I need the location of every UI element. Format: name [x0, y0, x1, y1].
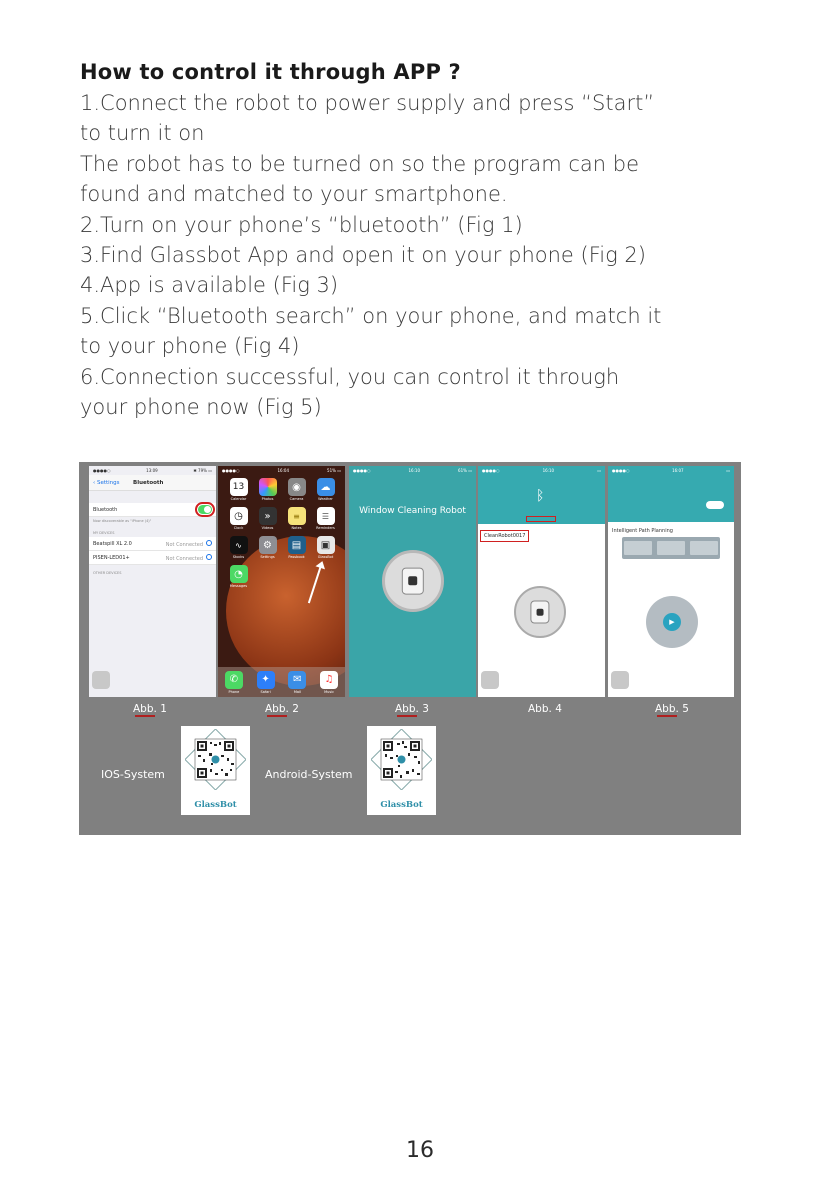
caption-underline [267, 715, 287, 717]
bluetooth-icon: ᛒ [536, 488, 545, 504]
camera-icon: ◉ [288, 478, 306, 496]
dock-music: ♫ Music [320, 671, 338, 694]
ios-qr-code [181, 726, 250, 815]
android-label: Android-System [265, 768, 353, 781]
section-heading: How to control it through APP ? [80, 60, 461, 84]
play-icon: ▶ [663, 613, 681, 631]
app-clock: ◷ Clock [224, 507, 253, 530]
qr-brand: GlassBot [380, 800, 423, 810]
messages-icon: ◔ [230, 565, 248, 583]
app-videos: » Videos [253, 507, 282, 530]
info-icon [206, 540, 212, 546]
figure-caption: Abb. 2 [265, 703, 299, 715]
dock-mail: ✉ Mail [288, 671, 306, 694]
device-status: Not Connected [165, 541, 203, 548]
notes-icon: ≡ [288, 507, 306, 525]
device-status: Not Connected [165, 555, 203, 562]
caption-underline [135, 715, 155, 717]
ios-label: IOS-System [101, 768, 165, 781]
app-header [478, 466, 605, 524]
screen-title: Bluetooth [133, 479, 164, 486]
weather-icon: ☁ [317, 478, 335, 496]
videos-icon: » [259, 507, 277, 525]
app-dock [218, 667, 345, 697]
step-line: to your phone (Fig 4) [80, 334, 300, 359]
phone-screen-home [218, 466, 345, 697]
info-icon [206, 554, 212, 560]
bluetooth-row [89, 503, 216, 517]
android-qr-code [367, 726, 436, 815]
figure-caption: Abb. 5 [655, 703, 689, 715]
phone-screen-controller [608, 466, 734, 697]
calendar-icon: 13 [230, 478, 248, 496]
step-line: 6.Connection successful, you can control it through [80, 364, 620, 389]
mode-bar [608, 496, 734, 522]
qr-brand: GlassBot [194, 800, 237, 810]
found-device: CleanRobot0017 [480, 530, 529, 542]
app-stocks: ∿ Stocks [224, 536, 253, 559]
music-icon: ♫ [320, 671, 338, 689]
gear-icon: ⚙ [259, 536, 277, 554]
app-title: Window Cleaning Robot [359, 506, 466, 516]
reminders-icon: ☰ [317, 507, 335, 525]
instruction-steps [80, 88, 780, 422]
search-highlight [526, 516, 556, 522]
step-line: 3.Find Glassbot App and open it on your phone (Fig 2) [80, 243, 646, 268]
glassbot-icon: ▣ [317, 536, 335, 554]
assistive-touch-icon [92, 671, 110, 689]
app-photos: Photos [253, 478, 282, 501]
figure-caption: Abb. 1 [133, 703, 167, 715]
mode-toggle [706, 501, 724, 509]
app-weather: ☁ Weather [311, 478, 340, 501]
stocks-icon: ∿ [230, 536, 248, 554]
assistive-touch-icon [611, 671, 629, 689]
my-devices-header: MY DEVICES [93, 531, 115, 535]
section-label: Intelligent Path Planning [612, 528, 673, 534]
step-line: 1.Connect the robot to power supply and press “Start” [80, 91, 655, 115]
caption-underline [657, 715, 677, 717]
dock-phone: ✆ Phone [225, 671, 243, 694]
compass-icon: ✦ [257, 671, 275, 689]
device-row [89, 537, 216, 551]
page-number: 16 [406, 1138, 434, 1163]
step-line: to turn it on [80, 121, 205, 146]
dock-safari: ✦ Safari [257, 671, 275, 694]
device-name: PISEN-LED01+ [93, 554, 130, 561]
step-line: your phone now (Fig 5) [80, 395, 322, 420]
settings-navbar [89, 475, 216, 491]
app-glassbot: ▣ GlassBot [311, 536, 340, 559]
device-name: Beatspill XL 2.0 [93, 540, 132, 547]
app-reminders: ☰ Reminders [311, 507, 340, 530]
step-line: 2.Turn on your phone’s “bluetooth” (Fig 1) [80, 212, 523, 237]
phone-screen-app-splash [349, 466, 476, 697]
step-line: 4.App is available (Fig 3) [80, 273, 339, 298]
phone-icon: ✆ [225, 671, 243, 689]
device-row [89, 551, 216, 565]
step-line: The robot has to be turned on so the program can be [80, 151, 640, 176]
step-line: found and matched to your smartphone. [80, 182, 508, 207]
screenshots-panel [79, 462, 741, 835]
status-bar: ●●●●○ 13:09 ✱ 79% ▭ [93, 468, 212, 473]
back-button: ‹ Settings [93, 479, 120, 486]
status-bar: ●●●●○ 16:04 51% ▭ [222, 468, 341, 473]
step-line: 5.Click “Bluetooth search” on your phone, and match it [80, 303, 662, 328]
app-messages: ◔ Messages [224, 565, 253, 588]
bluetooth-label: Bluetooth [93, 506, 118, 513]
note-text: Now discoverable as "iPhone (4)" [93, 519, 152, 523]
app-camera: ◉ Camera [282, 478, 311, 501]
passbook-icon: ▤ [288, 536, 306, 554]
photos-icon [259, 478, 277, 496]
app-passbook: ▤ Passbook [282, 536, 311, 559]
caption-underline [397, 715, 417, 717]
robot-image [514, 586, 566, 638]
status-bar: ●●●●○ 16:10 61% ▭ [353, 468, 472, 473]
phone-screen-bluetooth-search [478, 466, 605, 697]
mail-icon: ✉ [288, 671, 306, 689]
app-header [608, 466, 734, 496]
clock-icon: ◷ [230, 507, 248, 525]
figure-caption: Abb. 3 [395, 703, 429, 715]
app-notes: ≡ Notes [282, 507, 311, 530]
app-settings: ⚙ Settings [253, 536, 282, 559]
phone-screen-bluetooth-settings [89, 466, 216, 697]
status-bar: ●●●●○ 16:10 ▭ [482, 468, 601, 473]
path-buttons [622, 537, 720, 559]
direction-pad [646, 596, 698, 648]
other-devices-header: OTHER DEVICES [93, 571, 122, 575]
app-grid [224, 478, 340, 588]
status-bar: ●●●●○ 16:07 ▭ [612, 468, 730, 473]
figure-caption: Abb. 4 [528, 703, 562, 715]
robot-image [382, 550, 444, 612]
assistive-touch-icon [481, 671, 499, 689]
bluetooth-toggle [198, 505, 212, 514]
app-calendar: 13 Calendar [224, 478, 253, 501]
